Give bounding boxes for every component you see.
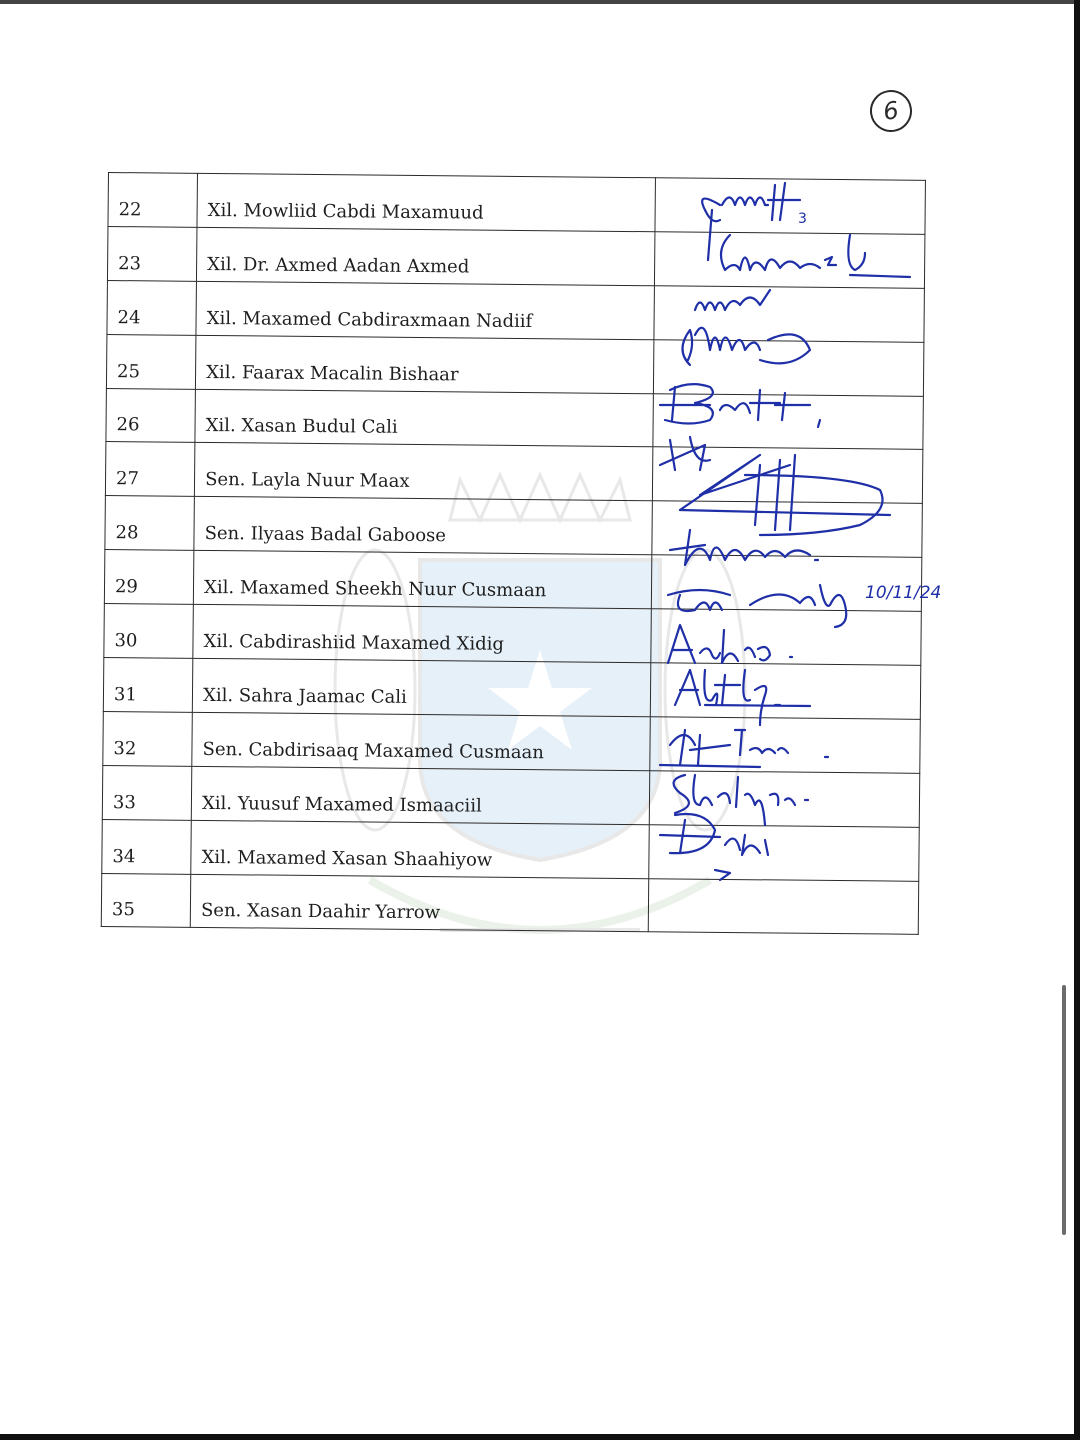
member-name: Xil. Xasan Budul Cali	[195, 389, 654, 447]
member-name: Xil. Mowliid Cabdi Maxamuud	[197, 173, 656, 231]
signature-cell	[650, 717, 920, 773]
signature-cell	[654, 339, 924, 395]
signature-cell	[650, 771, 920, 827]
signatures-table	[101, 172, 926, 935]
table-row	[107, 280, 924, 342]
table-row	[103, 657, 920, 719]
member-name: Xil. Maxamed Sheekh Nuur Cusmaan	[193, 551, 652, 609]
row-number: 24	[107, 280, 197, 335]
row-number: 34	[102, 819, 192, 874]
page-number: 6	[867, 87, 914, 134]
signature-cell	[651, 663, 921, 719]
table-row	[101, 873, 918, 935]
svg-text:3: 3	[798, 211, 807, 227]
row-number: 29	[104, 550, 194, 605]
viewer-frame-right	[1074, 0, 1080, 1440]
table-row	[102, 765, 919, 827]
signature-cell	[652, 555, 922, 611]
row-number: 30	[104, 604, 194, 659]
row-number: 27	[105, 442, 195, 497]
member-name: Xil. Cabdirashiid Maxamed Xidig	[193, 604, 652, 662]
signature-cell	[655, 178, 925, 234]
signature-cell	[649, 824, 919, 880]
signature-cell	[653, 393, 923, 449]
member-name: Sen. Cabdirisaaq Maxamed Cusmaan	[192, 712, 651, 770]
row-number: 31	[103, 657, 193, 712]
table-row	[104, 550, 921, 612]
table-row	[107, 226, 924, 288]
member-name: Sen. Xasan Daahir Yarrow	[190, 874, 649, 932]
scrollbar-thumb[interactable]	[1062, 985, 1066, 1235]
row-number: 28	[105, 496, 195, 551]
member-name: Xil. Maxamed Cabdiraxmaan Nadiif	[196, 281, 655, 339]
row-number: 26	[106, 388, 196, 443]
signature-cell	[653, 447, 923, 503]
row-number: 32	[103, 711, 193, 766]
member-name: Sen. Layla Nuur Maax	[194, 443, 653, 501]
table-row	[103, 711, 920, 773]
member-name: Sen. Ilyaas Badal Gaboose	[194, 497, 653, 555]
row-number: 22	[108, 173, 198, 228]
row-number: 25	[106, 334, 196, 389]
table-row	[105, 442, 922, 504]
table-row	[106, 334, 923, 396]
table-row	[105, 496, 922, 558]
signature-cell	[654, 286, 924, 342]
row-number: 23	[107, 226, 197, 281]
row-number: 33	[102, 765, 192, 820]
viewer-frame-bottom	[0, 1434, 1080, 1440]
signature-cell	[655, 232, 925, 288]
signature-cell	[648, 878, 918, 934]
table-row	[108, 173, 925, 235]
table-row	[102, 819, 919, 881]
member-name: Xil. Sahra Jaamac Cali	[192, 658, 651, 716]
table-row	[106, 388, 923, 450]
member-name: Xil. Faarax Macalin Bishaar	[196, 335, 655, 393]
signature-cell	[651, 609, 921, 665]
page-top-edge	[0, 0, 1074, 4]
member-name: Xil. Yuusuf Maxamed Ismaaciil	[191, 766, 650, 824]
signature-date: 10/11/24	[865, 583, 942, 603]
member-name: Xil. Dr. Axmed Aadan Axmed	[197, 227, 656, 285]
signature-cell	[652, 501, 922, 557]
table-row	[104, 604, 921, 666]
member-name: Xil. Maxamed Xasan Shaahiyow	[191, 820, 650, 878]
table-body	[101, 173, 925, 935]
row-number: 35	[101, 873, 191, 928]
